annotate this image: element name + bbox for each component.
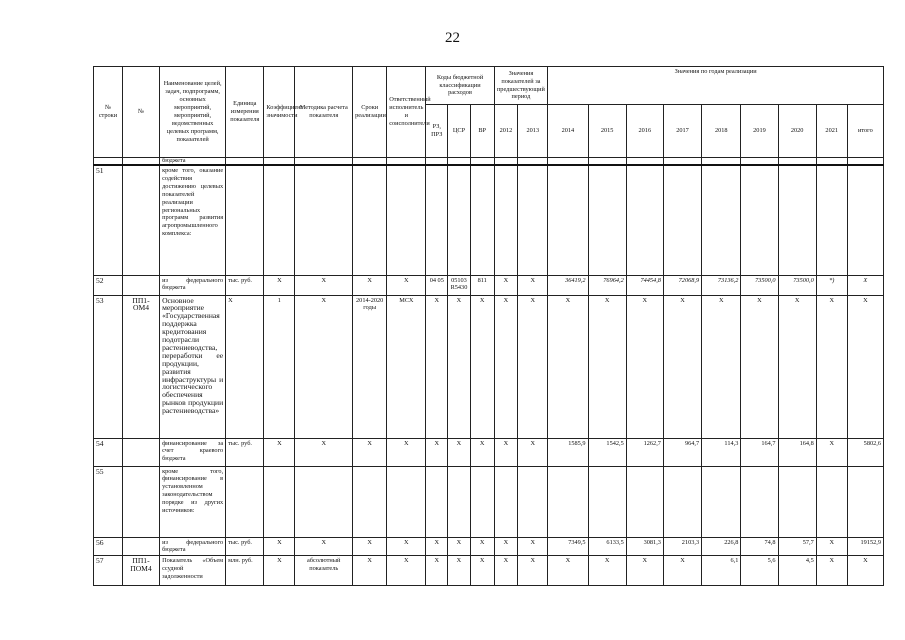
row-value-2017: X bbox=[663, 556, 701, 586]
header-year-2020: 2020 bbox=[778, 105, 816, 158]
header-row-no: № строки bbox=[94, 67, 123, 158]
row-terms: X bbox=[353, 438, 387, 466]
row-value-2017 bbox=[663, 165, 701, 275]
row-unit: X bbox=[226, 295, 264, 438]
row-code-csr bbox=[448, 466, 471, 537]
row-value-2020: 57,7 bbox=[778, 537, 816, 556]
row-code-rz: X bbox=[426, 295, 448, 438]
row-responsible: X bbox=[387, 556, 426, 586]
row-value-2012 bbox=[494, 165, 518, 275]
row-responsible: X bbox=[387, 275, 426, 295]
header-year-2018: 2018 bbox=[702, 105, 741, 158]
row-name: кроме того, оказание содействия достижению целевых показателей реализации региональных программ развития агропромышленного комплекса: bbox=[160, 165, 226, 275]
indicator-table bbox=[93, 66, 884, 586]
header-year-2015: 2015 bbox=[588, 105, 626, 158]
row-value-2012 bbox=[494, 466, 518, 537]
row-value-2018: 226,8 bbox=[702, 537, 741, 556]
row-coef: X bbox=[264, 556, 295, 586]
row-value-2014: 7349,5 bbox=[548, 537, 588, 556]
row-method: X bbox=[295, 295, 353, 438]
row-code-rz: 04 05 bbox=[426, 275, 448, 295]
row-value-2018 bbox=[702, 466, 741, 537]
header-unit: Единица измерения показателя bbox=[226, 67, 264, 158]
continuation-text: бюджета bbox=[160, 158, 226, 166]
row-code bbox=[122, 438, 159, 466]
row-value-2014 bbox=[548, 165, 588, 275]
row-method bbox=[295, 466, 353, 537]
row-value-2016: 74454,8 bbox=[626, 275, 663, 295]
header-year-2017: 2017 bbox=[663, 105, 701, 158]
table-row bbox=[94, 466, 884, 537]
row-value-total: 19152,9 bbox=[847, 537, 883, 556]
row-code-csr bbox=[448, 165, 471, 275]
row-value-2019: 164,7 bbox=[741, 438, 778, 466]
header-year-2021: 2021 bbox=[816, 105, 847, 158]
row-coef: X bbox=[264, 275, 295, 295]
row-name: из федерального бюджета bbox=[160, 537, 226, 556]
row-value-2013: X bbox=[518, 438, 548, 466]
row-code-rz: X bbox=[426, 556, 448, 586]
row-value-2012: X bbox=[494, 275, 518, 295]
row-value-2015: X bbox=[588, 295, 626, 438]
table-row bbox=[94, 275, 884, 295]
row-value-2015 bbox=[588, 466, 626, 537]
row-value-2015: 6133,5 bbox=[588, 537, 626, 556]
row-method: X bbox=[295, 438, 353, 466]
row-value-2021 bbox=[816, 466, 847, 537]
row-value-2014: X bbox=[548, 556, 588, 586]
row-value-2021: X bbox=[816, 438, 847, 466]
table-row bbox=[94, 438, 884, 466]
row-code bbox=[122, 466, 159, 537]
row-value-2016 bbox=[626, 165, 663, 275]
header-years-group: Значения по годам реализации bbox=[548, 67, 884, 105]
header-year-2013: 2013 bbox=[518, 105, 548, 158]
row-number: 54 bbox=[94, 438, 123, 466]
row-value-2018: 73136,2 bbox=[702, 275, 741, 295]
row-code bbox=[122, 165, 159, 275]
row-code-rz bbox=[426, 466, 448, 537]
row-value-2017: 72068,9 bbox=[663, 275, 701, 295]
header-codes: Коды бюджетной классификации расходов bbox=[426, 67, 494, 105]
row-code-rz: X bbox=[426, 537, 448, 556]
row-value-2019 bbox=[741, 466, 778, 537]
row-code-vr: 811 bbox=[470, 275, 494, 295]
row-value-2014: 1585,9 bbox=[548, 438, 588, 466]
header-method: Методика расчета показателя bbox=[295, 67, 353, 158]
row-value-2015: 1542,5 bbox=[588, 438, 626, 466]
row-value-2020: X bbox=[778, 295, 816, 438]
row-value-2018: 114,3 bbox=[702, 438, 741, 466]
row-unit: тыс. руб. bbox=[226, 438, 264, 466]
row-value-2015: 76964,2 bbox=[588, 275, 626, 295]
row-number: 53 bbox=[94, 295, 123, 438]
row-code bbox=[122, 275, 159, 295]
row-coef bbox=[264, 466, 295, 537]
row-value-2014: 36419,2 bbox=[548, 275, 588, 295]
row-name: финансирование за счет краевого бюджета bbox=[160, 438, 226, 466]
row-value-2016: 3081,3 bbox=[626, 537, 663, 556]
row-code: ПП1-ОМ4 bbox=[122, 295, 159, 438]
row-value-2019: 74,8 bbox=[741, 537, 778, 556]
row-terms: X bbox=[353, 275, 387, 295]
row-method: X bbox=[295, 537, 353, 556]
header-year-2012: 2012 bbox=[494, 105, 518, 158]
row-value-2020: 164,8 bbox=[778, 438, 816, 466]
row-terms: 2014-2020 годы bbox=[353, 295, 387, 438]
row-value-2021: X bbox=[816, 295, 847, 438]
row-value-2012: X bbox=[494, 556, 518, 586]
row-code-rz: X bbox=[426, 438, 448, 466]
row-code-csr: X bbox=[448, 537, 471, 556]
row-value-2019 bbox=[741, 165, 778, 275]
header-coef: Коэффициент значимости bbox=[264, 67, 295, 158]
header-num: № bbox=[122, 67, 159, 158]
row-code-vr: X bbox=[470, 295, 494, 438]
row-value-2017: X bbox=[663, 295, 701, 438]
table-body bbox=[94, 158, 884, 586]
row-value-2012: X bbox=[494, 295, 518, 438]
row-value-total: X bbox=[847, 556, 883, 586]
row-code-vr bbox=[470, 165, 494, 275]
row-value-2021: X bbox=[816, 537, 847, 556]
row-responsible: МСХ bbox=[387, 295, 426, 438]
header-terms: Сроки реализации bbox=[353, 67, 387, 158]
row-number: 55 bbox=[94, 466, 123, 537]
row-name: из федерального бюджета bbox=[160, 275, 226, 295]
table-header bbox=[94, 67, 884, 158]
row-code-vr: X bbox=[470, 537, 494, 556]
page-number: 22 bbox=[445, 30, 460, 46]
row-value-total: 5802,6 bbox=[847, 438, 883, 466]
row-code-csr: X bbox=[448, 295, 471, 438]
header-total: итого bbox=[847, 105, 883, 158]
row-responsible: X bbox=[387, 438, 426, 466]
row-value-2013: X bbox=[518, 275, 548, 295]
row-code-vr: X bbox=[470, 438, 494, 466]
row-value-2013: X bbox=[518, 295, 548, 438]
row-name: Основное мероприятие «Государственная поддержка кредитования подотрасли растениеводства, переработки ее продукции, развития инфраструктуры и логистического обеспечения рынков продукции растениеводства» bbox=[160, 295, 226, 438]
row-value-total bbox=[847, 466, 883, 537]
row-terms: X bbox=[353, 556, 387, 586]
row-value-2014: X bbox=[548, 295, 588, 438]
row-value-total: X bbox=[847, 295, 883, 438]
row-method: X bbox=[295, 275, 353, 295]
row-value-2015 bbox=[588, 165, 626, 275]
row-value-2018 bbox=[702, 165, 741, 275]
row-value-2017: 964,7 bbox=[663, 438, 701, 466]
row-code-csr: 05103 R5430 bbox=[448, 275, 471, 295]
header-year-2016: 2016 bbox=[626, 105, 663, 158]
row-value-2013: X bbox=[518, 556, 548, 586]
row-value-total bbox=[847, 165, 883, 275]
row-value-2021 bbox=[816, 165, 847, 275]
header-code-rz: РЗ, ПРЗ bbox=[426, 105, 448, 158]
row-value-2018: 6,1 bbox=[702, 556, 741, 586]
row-code-vr: X bbox=[470, 556, 494, 586]
header-name: Наименование целей, задач, подпрограмм, основных мероприятий, мероприятий, ведомственных целевых программ, показателей bbox=[160, 67, 226, 158]
row-unit bbox=[226, 466, 264, 537]
row-name: Показатель «Объем ссудной задолженности bbox=[160, 556, 226, 586]
row-code-rz bbox=[426, 165, 448, 275]
continuation-row bbox=[94, 158, 884, 166]
row-unit: тыс. руб. bbox=[226, 537, 264, 556]
header-prev: Значения показателей за предшествующий период bbox=[494, 67, 548, 105]
row-number: 56 bbox=[94, 537, 123, 556]
row-code-csr: X bbox=[448, 438, 471, 466]
row-unit: тыс. руб. bbox=[226, 275, 264, 295]
row-value-2019: X bbox=[741, 295, 778, 438]
row-code-csr: X bbox=[448, 556, 471, 586]
row-value-2020: 73500,0 bbox=[778, 275, 816, 295]
table-row bbox=[94, 556, 884, 586]
row-number: 57 bbox=[94, 556, 123, 586]
row-number: 51 bbox=[94, 165, 123, 275]
row-responsible bbox=[387, 466, 426, 537]
row-unit: млн. руб. bbox=[226, 556, 264, 586]
row-value-2013 bbox=[518, 165, 548, 275]
header-year-2014: 2014 bbox=[548, 105, 588, 158]
row-code-vr bbox=[470, 466, 494, 537]
row-terms bbox=[353, 466, 387, 537]
row-terms bbox=[353, 165, 387, 275]
row-coef: X bbox=[264, 438, 295, 466]
row-terms: X bbox=[353, 537, 387, 556]
row-value-2015: X bbox=[588, 556, 626, 586]
row-value-2016: X bbox=[626, 295, 663, 438]
row-responsible bbox=[387, 165, 426, 275]
header-year-2019: 2019 bbox=[741, 105, 778, 158]
row-value-2013: X bbox=[518, 537, 548, 556]
row-coef bbox=[264, 165, 295, 275]
table-row bbox=[94, 165, 884, 275]
row-method: абсолютный показатель bbox=[295, 556, 353, 586]
header-code-csr: ЦСР bbox=[448, 105, 471, 158]
row-responsible: X bbox=[387, 537, 426, 556]
row-value-total: X bbox=[847, 275, 883, 295]
row-value-2012: X bbox=[494, 537, 518, 556]
row-value-2013 bbox=[518, 466, 548, 537]
row-code bbox=[122, 537, 159, 556]
row-value-2014 bbox=[548, 466, 588, 537]
row-coef: 1 bbox=[264, 295, 295, 438]
row-value-2018: X bbox=[702, 295, 741, 438]
row-value-2016: 1262,7 bbox=[626, 438, 663, 466]
row-value-2021: *) bbox=[816, 275, 847, 295]
row-value-2020: 4,5 bbox=[778, 556, 816, 586]
row-unit bbox=[226, 165, 264, 275]
row-value-2012: X bbox=[494, 438, 518, 466]
table-row bbox=[94, 537, 884, 556]
row-number: 52 bbox=[94, 275, 123, 295]
row-value-2017: 2103,3 bbox=[663, 537, 701, 556]
row-name: кроме того, финансирование в установленном законодательством порядке из других источников: bbox=[160, 466, 226, 537]
header-code-vr: ВР bbox=[470, 105, 494, 158]
header-responsible: Ответственный исполнитель и соисполнители bbox=[387, 67, 426, 158]
row-coef: X bbox=[264, 537, 295, 556]
table-row bbox=[94, 295, 884, 438]
row-method bbox=[295, 165, 353, 275]
row-value-2017 bbox=[663, 466, 701, 537]
row-value-2021: X bbox=[816, 556, 847, 586]
row-value-2016: X bbox=[626, 556, 663, 586]
row-value-2020 bbox=[778, 165, 816, 275]
row-code: ПП1-ПОМ4 bbox=[122, 556, 159, 586]
row-value-2016 bbox=[626, 466, 663, 537]
row-value-2019: 5,6 bbox=[741, 556, 778, 586]
row-value-2019: 73500,0 bbox=[741, 275, 778, 295]
row-value-2020 bbox=[778, 466, 816, 537]
